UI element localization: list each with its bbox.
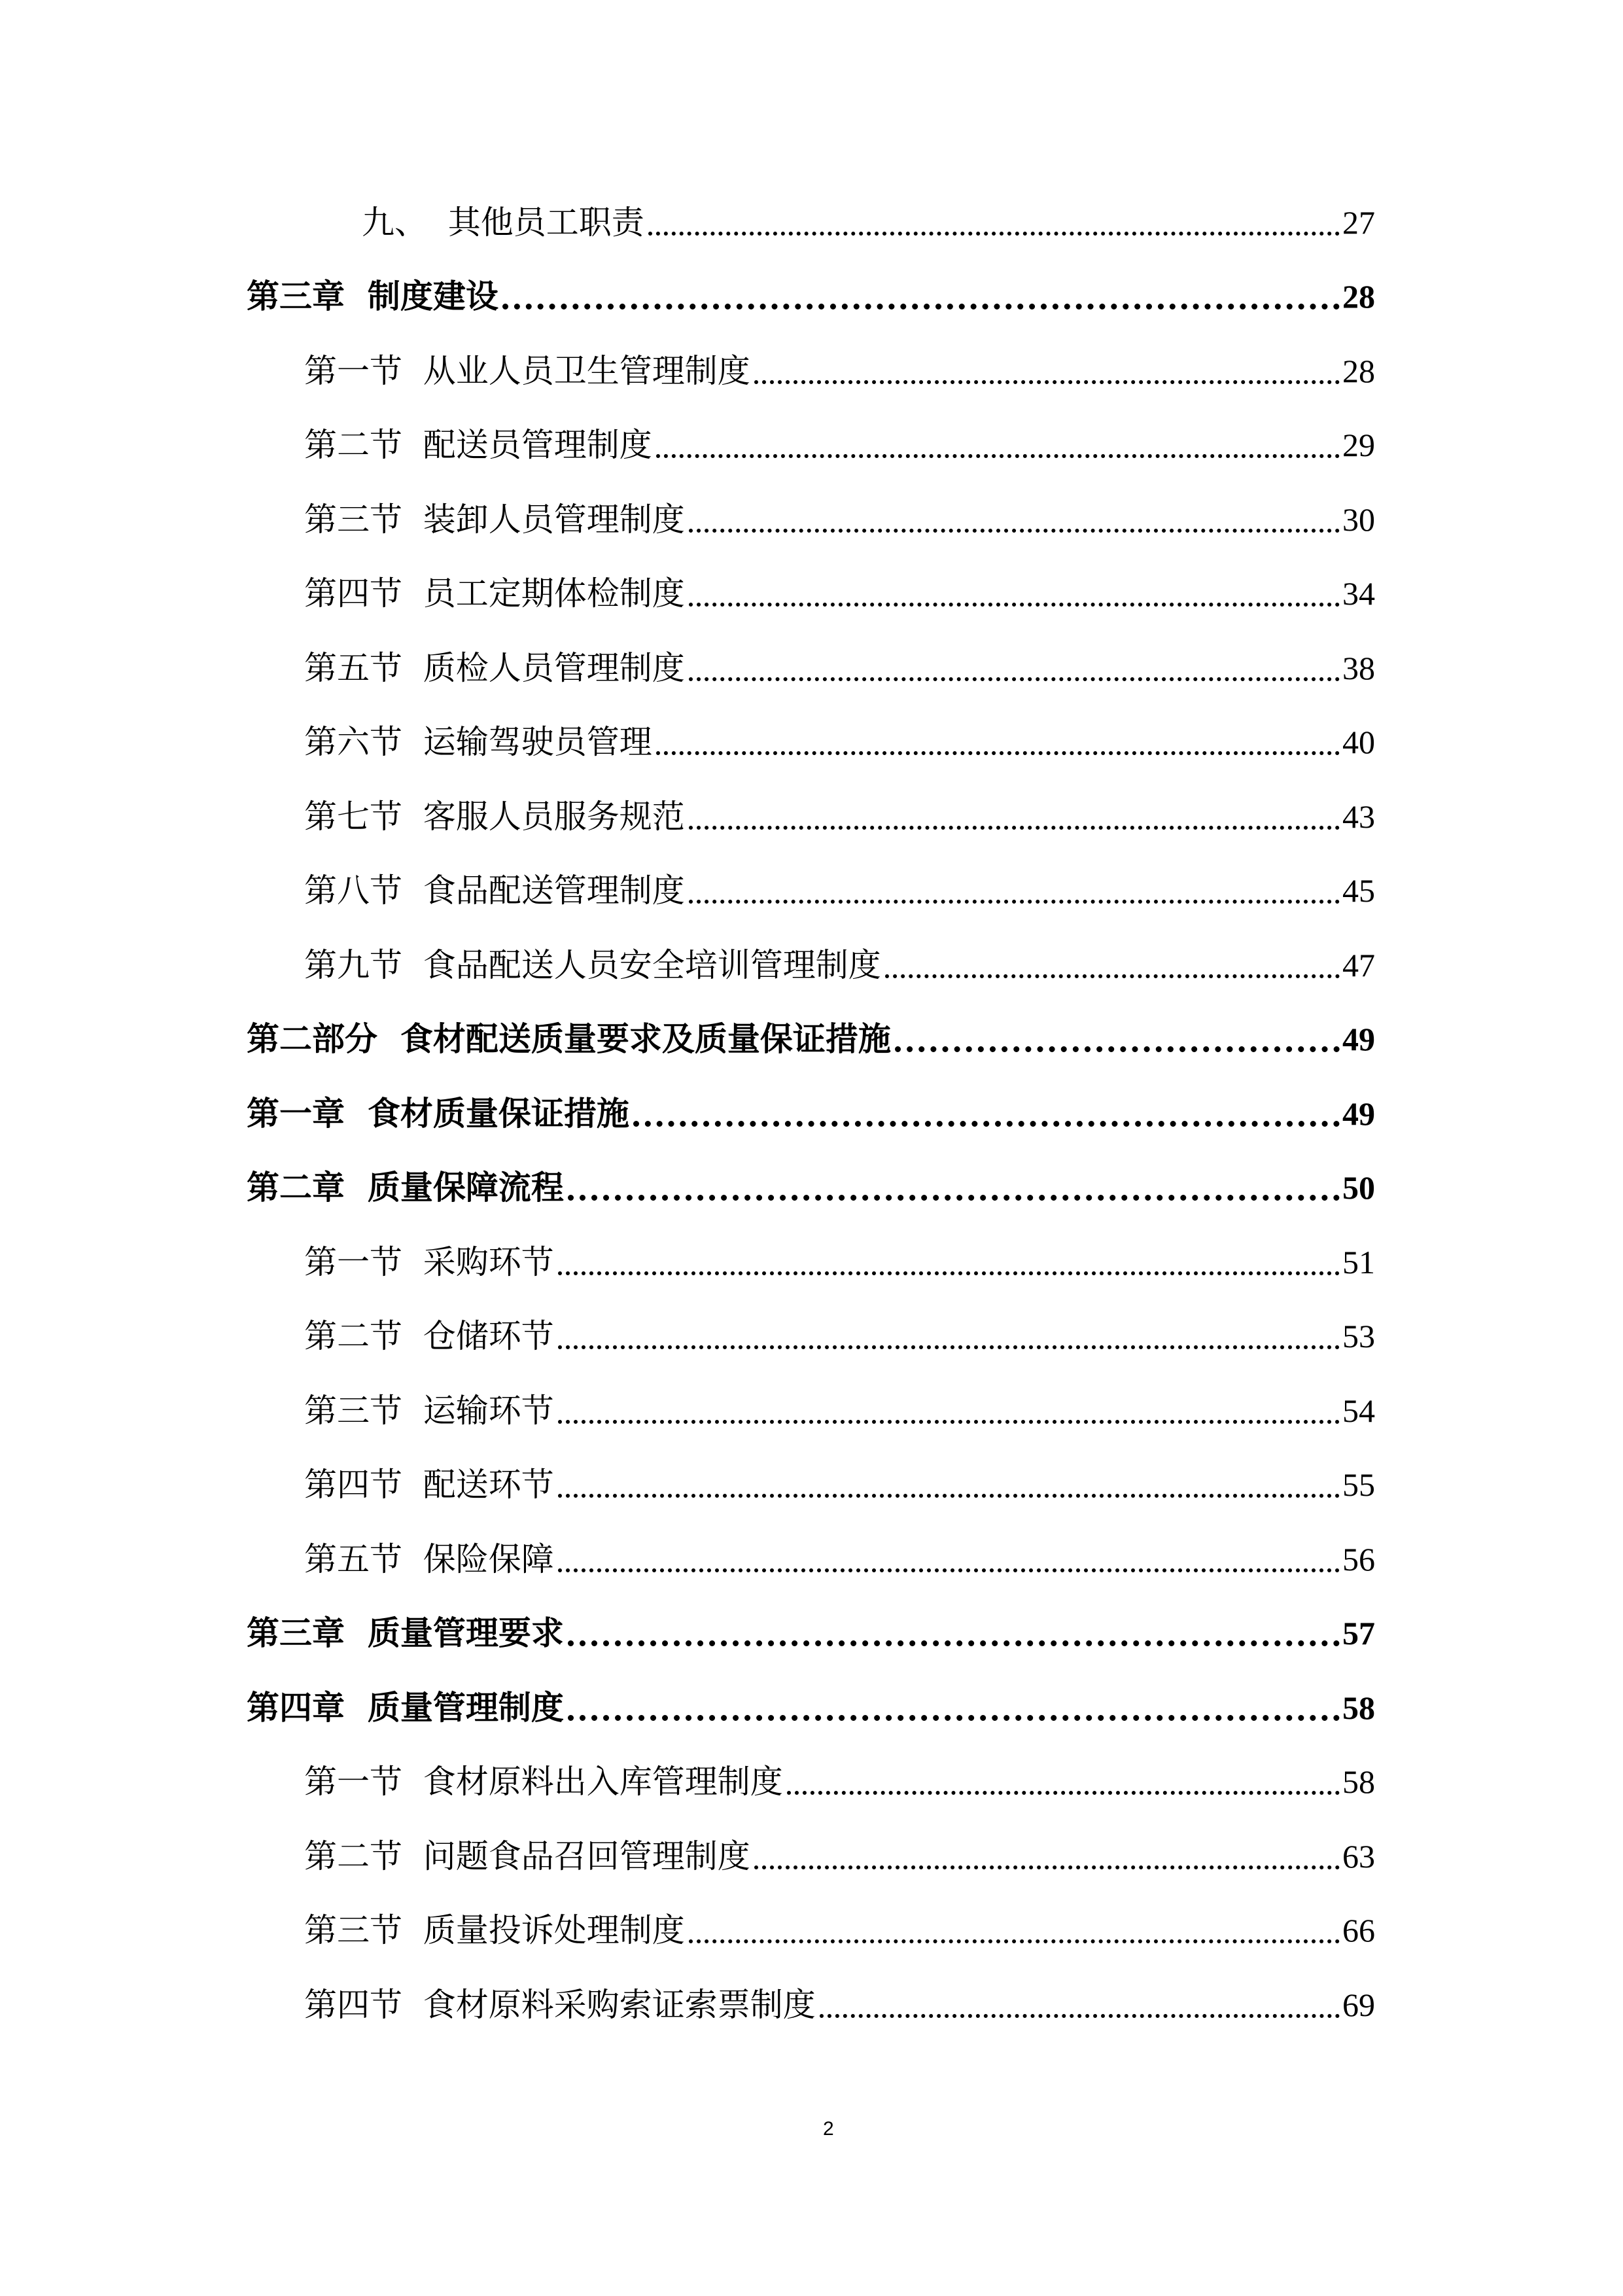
dot-leader — [689, 668, 1340, 681]
toc-entry-page: 47 — [1342, 947, 1375, 983]
toc-entry-title: 第四章 质量管理制度 — [247, 1688, 564, 1727]
toc-entry[interactable] — [304, 1830, 1375, 1876]
toc-entry[interactable] — [304, 493, 1375, 539]
toc-entry-page: 30 — [1342, 501, 1375, 538]
toc-entry[interactable] — [304, 1904, 1375, 1950]
dot-leader — [820, 2005, 1340, 2018]
toc-entry[interactable] — [304, 716, 1375, 762]
toc-entry-page: 27 — [1342, 204, 1375, 241]
toc-entry-title: 第九节 食品配送人员安全培训管理制度 — [304, 946, 881, 984]
toc-entry-page: 43 — [1342, 798, 1375, 835]
dot-leader — [656, 742, 1340, 755]
toc-entry-title: 第五节 质检人员管理制度 — [304, 649, 685, 687]
toc-entry-page: 28 — [1342, 353, 1375, 389]
toc-entry-title: 第二部分 食材配送质量要求及质量保证措施 — [247, 1019, 891, 1058]
dot-leader — [754, 1856, 1340, 1869]
toc-entry[interactable] — [304, 939, 1375, 985]
dot-leader — [568, 1188, 1340, 1201]
dot-leader — [633, 1114, 1340, 1127]
toc-entry-title: 第四节 配送环节 — [304, 1466, 554, 1504]
toc-entry-title: 第四节 员工定期体检制度 — [304, 574, 685, 612]
toc-entry[interactable] — [247, 1161, 1375, 1207]
toc-entry-page: 66 — [1342, 1912, 1375, 1949]
toc-entry-page: 29 — [1342, 427, 1375, 463]
dot-leader — [648, 222, 1340, 236]
toc-entry-page: 45 — [1342, 872, 1375, 909]
toc-entry-title: 第三节 质量投诉处理制度 — [304, 1911, 685, 1949]
dot-leader — [568, 1633, 1340, 1646]
dot-leader — [502, 296, 1340, 309]
dot-leader — [558, 1559, 1340, 1572]
dot-leader — [689, 1930, 1340, 1943]
toc-entry-title: 第四节 食材原料采购索证索票制度 — [304, 1986, 816, 2024]
toc-entry-page: 49 — [1342, 1021, 1375, 1057]
toc-entry[interactable] — [304, 1979, 1375, 2024]
toc-entry-title: 第一章 食材质量保证措施 — [247, 1094, 629, 1133]
dot-leader — [895, 1039, 1340, 1052]
toc-entry[interactable] — [304, 567, 1375, 613]
dot-leader — [558, 1336, 1340, 1349]
toc-entry-title: 第三节 装卸人员管理制度 — [304, 501, 685, 539]
dot-leader — [558, 1411, 1340, 1424]
toc-entry[interactable] — [304, 1385, 1375, 1430]
dot-leader — [689, 520, 1340, 533]
toc-entry-page: 34 — [1342, 575, 1375, 612]
toc-entry-title: 第五节 保险保障 — [304, 1540, 554, 1578]
toc-entry-title: 第二节 配送员管理制度 — [304, 426, 652, 464]
toc-entry[interactable] — [304, 1236, 1375, 1282]
dot-leader — [754, 371, 1340, 384]
toc-entry-title: 第三章 制度建设 — [247, 277, 498, 315]
toc-entry-title: 第六节 运输驾驶员管理 — [304, 723, 652, 761]
toc-entry-page: 50 — [1342, 1169, 1375, 1206]
toc-entry-title: 第二章 质量保障流程 — [247, 1168, 564, 1207]
dot-leader — [558, 1262, 1340, 1275]
toc-entry[interactable] — [304, 864, 1375, 910]
toc-entry-title: 第八节 食品配送管理制度 — [304, 872, 685, 910]
dot-leader — [885, 965, 1340, 978]
toc-entry[interactable] — [247, 1607, 1375, 1653]
toc-entry-page: 63 — [1342, 1838, 1375, 1875]
toc-entry[interactable] — [304, 790, 1375, 836]
toc-entry-title: 第一节 采购环节 — [304, 1243, 554, 1281]
toc-entry-page: 56 — [1342, 1541, 1375, 1578]
toc-entry-title: 第三章 质量管理要求 — [247, 1614, 564, 1652]
toc-entry[interactable] — [304, 345, 1375, 391]
toc-entry[interactable] — [304, 642, 1375, 688]
toc-entry-title: 第二节 问题食品召回管理制度 — [304, 1837, 750, 1875]
toc-entry-page: 54 — [1342, 1392, 1375, 1429]
toc-entry[interactable] — [304, 1756, 1375, 1801]
toc-entry-page: 53 — [1342, 1318, 1375, 1354]
dot-leader — [787, 1782, 1340, 1795]
toc-entry-page: 55 — [1342, 1466, 1375, 1503]
toc-entry[interactable] — [304, 1458, 1375, 1504]
toc-entry-title: 第三节 运输环节 — [304, 1392, 554, 1430]
toc-entry[interactable] — [304, 1310, 1375, 1356]
page-number: 2 — [823, 2118, 834, 2140]
toc-entry-title: 第一节 食材原料出入库管理制度 — [304, 1763, 783, 1801]
toc-entry[interactable] — [247, 1013, 1375, 1059]
toc-entry-title: 第二节 仓储环节 — [304, 1317, 554, 1355]
toc-entry-page: 51 — [1342, 1244, 1375, 1280]
dot-leader — [568, 1708, 1340, 1721]
toc-entry-title: 第七节 客服人员服务规范 — [304, 798, 685, 836]
toc-entry[interactable] — [362, 196, 1375, 242]
dot-leader — [558, 1485, 1340, 1498]
toc-entry-page: 69 — [1342, 1987, 1375, 2023]
toc-entry-page: 40 — [1342, 724, 1375, 760]
toc-entry-page: 49 — [1342, 1095, 1375, 1132]
toc-entry[interactable] — [304, 1533, 1375, 1579]
toc-entry-page: 28 — [1342, 278, 1375, 315]
toc-entry-page: 57 — [1342, 1615, 1375, 1651]
toc-entry-title: 九、 其他员工职责 — [362, 203, 644, 241]
toc-entry-page: 58 — [1342, 1763, 1375, 1800]
dot-leader — [689, 891, 1340, 904]
toc-entry[interactable] — [247, 1682, 1375, 1727]
toc-entry[interactable] — [247, 270, 1375, 316]
toc-entry[interactable] — [304, 419, 1375, 465]
toc-entry-title: 第一节 从业人员卫生管理制度 — [304, 352, 750, 390]
toc-entry[interactable] — [247, 1087, 1375, 1133]
toc-entry-page: 38 — [1342, 650, 1375, 686]
dot-leader — [689, 817, 1340, 830]
toc-entry-page: 58 — [1342, 1689, 1375, 1726]
dot-leader — [689, 593, 1340, 607]
dot-leader — [656, 445, 1340, 458]
